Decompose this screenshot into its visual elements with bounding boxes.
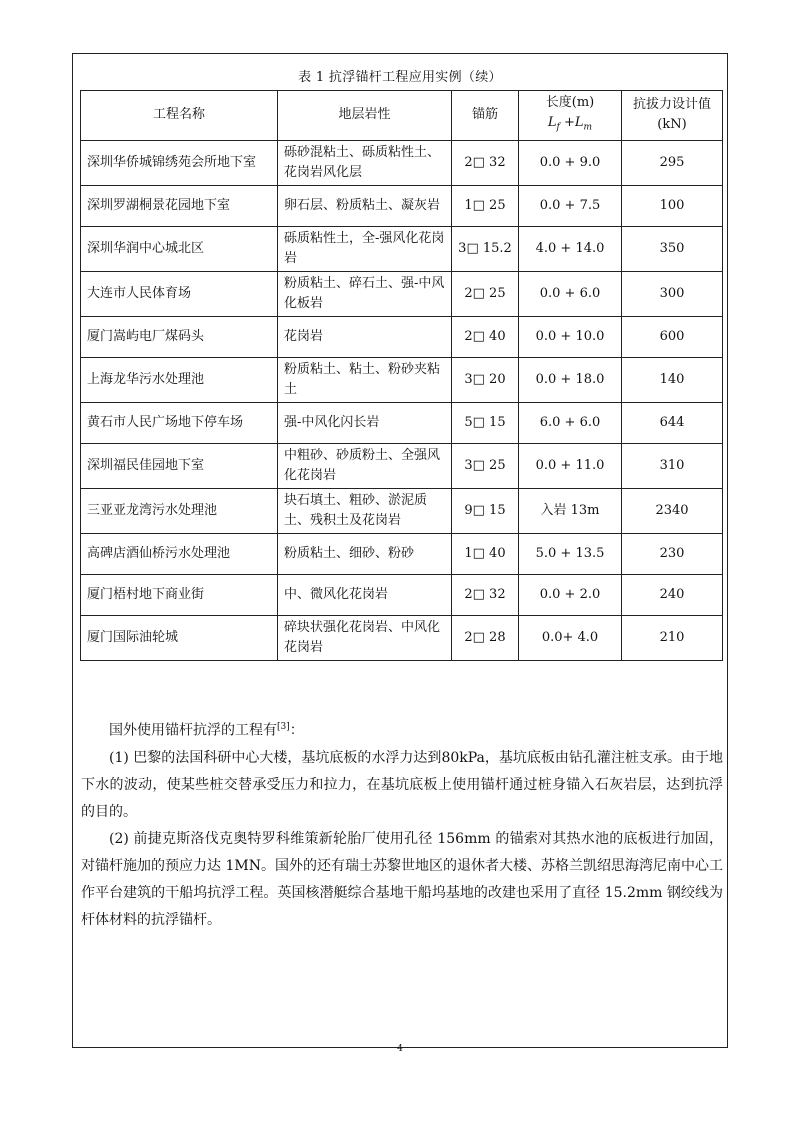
formula-sub-m: m bbox=[583, 122, 593, 133]
header-force-title: 抗拔力设计值 bbox=[632, 97, 711, 113]
cell-name: 深圳华润中心城北区 bbox=[81, 226, 278, 271]
cell-bar: 3□ 15.2 bbox=[452, 226, 519, 271]
header-force-unit: (kN) bbox=[657, 117, 687, 133]
table-row bbox=[81, 402, 723, 443]
table-row bbox=[81, 533, 723, 574]
cell-bar: 1□ 40 bbox=[452, 533, 519, 574]
cell-force: 240 bbox=[622, 574, 723, 615]
cell-stratum: 卵石层、粉质粘土、凝灰岩 bbox=[278, 185, 452, 226]
cell-force: 295 bbox=[622, 140, 723, 185]
cell-stratum: 强-中风化闪长岩 bbox=[278, 402, 452, 443]
intro-paragraph bbox=[81, 714, 723, 745]
cell-length: 0.0 + 18.0 bbox=[519, 357, 622, 402]
cell-name: 黄石市人民广场地下停车场 bbox=[81, 402, 278, 443]
cell-bar: 5□ 15 bbox=[452, 402, 519, 443]
cell-stratum: 粉质粘土、粘土、粉砂夹粘土 bbox=[278, 357, 452, 402]
table-row bbox=[81, 185, 723, 226]
cell-length: 0.0 + 2.0 bbox=[519, 574, 622, 615]
cell-bar: 9□ 15 bbox=[452, 488, 519, 533]
table-row bbox=[81, 140, 723, 185]
cell-stratum: 粉质粘土、碎石土、强-中风化板岩 bbox=[278, 271, 452, 316]
table-row bbox=[81, 488, 723, 533]
paragraph-2: (2) 前捷克斯洛伐克奥特罗科维策新轮胎厂使用孔径 156mm 的锚索对其热水池的底板进行加固，对锚杆施加的预应力达 1MN。国外的还有瑞士苏黎世地区的退休者大楼、苏格兰凯绍思海湾尼南中心工作平台建筑的干船坞抗浮工程。英国核潜艇综合基地干船坞基地的改建也采用了直径 15.2mm 钢绞线为杆体材料的抗浮锚杆。 bbox=[81, 830, 723, 928]
cell-length: 0.0 + 11.0 bbox=[519, 443, 622, 488]
cell-length: 5.0 + 13.5 bbox=[519, 533, 622, 574]
cell-force: 100 bbox=[622, 185, 723, 226]
formula-l-m: L bbox=[574, 115, 584, 130]
body-text bbox=[81, 714, 723, 934]
cell-force: 140 bbox=[622, 357, 723, 402]
cell-force: 300 bbox=[622, 271, 723, 316]
cell-length: 0.0 + 10.0 bbox=[519, 316, 622, 357]
cell-bar: 2□ 28 bbox=[452, 615, 519, 660]
cell-name: 深圳罗湖桐景花园地下室 bbox=[81, 185, 278, 226]
cell-stratum: 砾质粘性土，全-强风化花岗岩 bbox=[278, 226, 452, 271]
table-caption: 表 1 抗浮锚杆工程应用实例（续） bbox=[298, 70, 502, 85]
paragraph-1: (1) 巴黎的法国科研中心大楼，基坑底板的水浮力达到80kPa，基坑底板由钻孔灌注桩支承。由于地下水的波动，使某些桩交替承受压力和拉力，在基坑底板上使用锚杆通过桩身锚入石灰岩层，达到抗浮的目的。 bbox=[81, 749, 723, 820]
table-row bbox=[81, 271, 723, 316]
cell-stratum: 砾砂混粘土、砾质粘性土、花岗岩风化层 bbox=[278, 140, 452, 185]
header-name: 工程名称 bbox=[81, 91, 278, 141]
cell-stratum: 中、微风化花岗岩 bbox=[278, 574, 452, 615]
cell-force: 644 bbox=[622, 402, 723, 443]
page-number: 4 bbox=[397, 1044, 403, 1054]
cell-bar: 2□ 32 bbox=[452, 140, 519, 185]
cell-bar: 3□ 20 bbox=[452, 357, 519, 402]
cell-length: 4.0 + 14.0 bbox=[519, 226, 622, 271]
cell-name: 厦门嵩屿电厂煤码头 bbox=[81, 316, 278, 357]
cell-length: 0.0+ 4.0 bbox=[519, 615, 622, 660]
table-header-row bbox=[81, 91, 723, 141]
cell-stratum: 碎块状强化花岗岩、中风化花岗岩 bbox=[278, 615, 452, 660]
cell-bar: 1□ 25 bbox=[452, 185, 519, 226]
intro-text: 国外使用锚杆抗浮的工程有 bbox=[109, 722, 277, 739]
anchor-projects-table bbox=[80, 90, 723, 661]
cell-name: 深圳福民佳园地下室 bbox=[81, 443, 278, 488]
table-row bbox=[81, 615, 723, 660]
formula-l-f: L bbox=[547, 115, 557, 130]
cell-name: 高碑店酒仙桥污水处理池 bbox=[81, 533, 278, 574]
cell-name: 厦门国际油轮城 bbox=[81, 615, 278, 660]
cell-bar: 2□ 25 bbox=[452, 271, 519, 316]
cell-length: 0.0 + 6.0 bbox=[519, 271, 622, 316]
cell-stratum: 块石填土、粗砂、淤泥质土、残积土及花岗岩 bbox=[278, 488, 452, 533]
cell-force: 600 bbox=[622, 316, 723, 357]
header-stratum: 地层岩性 bbox=[278, 91, 452, 141]
cell-name: 上海龙华污水处理池 bbox=[81, 357, 278, 402]
cell-length: 入岩 13m bbox=[519, 488, 622, 533]
cell-force: 210 bbox=[622, 615, 723, 660]
cell-force: 350 bbox=[622, 226, 723, 271]
cell-name: 深圳华侨城锦绣苑会所地下室 bbox=[81, 140, 278, 185]
cell-bar: 3□ 25 bbox=[452, 443, 519, 488]
cell-name: 大连市人民体育场 bbox=[81, 271, 278, 316]
page-frame bbox=[72, 53, 728, 1054]
intro-colon: ： bbox=[289, 722, 304, 739]
table-row bbox=[81, 574, 723, 615]
table-row bbox=[81, 226, 723, 271]
formula-plus: + bbox=[559, 115, 575, 130]
cell-bar: 2□ 40 bbox=[452, 316, 519, 357]
cell-stratum: 花岗岩 bbox=[278, 316, 452, 357]
header-length-formula bbox=[525, 113, 615, 138]
header-force bbox=[622, 91, 723, 141]
cell-force: 310 bbox=[622, 443, 723, 488]
cell-length: 6.0 + 6.0 bbox=[519, 402, 622, 443]
citation-ref: [3] bbox=[277, 722, 290, 732]
table-row bbox=[81, 316, 723, 357]
header-length-title: 长度(m) bbox=[545, 95, 595, 110]
header-length bbox=[519, 91, 622, 141]
header-bar: 锚筋 bbox=[452, 91, 519, 141]
cell-stratum: 粉质粘土、细砂、粉砂 bbox=[278, 533, 452, 574]
cell-length: 0.0 + 7.5 bbox=[519, 185, 622, 226]
cell-name: 三亚亚龙湾污水处理池 bbox=[81, 488, 278, 533]
cell-force: 2340 bbox=[622, 488, 723, 533]
cell-bar: 2□ 32 bbox=[452, 574, 519, 615]
cell-name: 厦门梧村地下商业街 bbox=[81, 574, 278, 615]
table-body bbox=[81, 140, 723, 660]
formula-sub-f: f bbox=[556, 122, 560, 133]
cell-stratum: 中粗砂、砂质粉土、全强风化花岗岩 bbox=[278, 443, 452, 488]
cell-length: 0.0 + 9.0 bbox=[519, 140, 622, 185]
table-row bbox=[81, 443, 723, 488]
cell-force: 230 bbox=[622, 533, 723, 574]
table-row bbox=[81, 357, 723, 402]
